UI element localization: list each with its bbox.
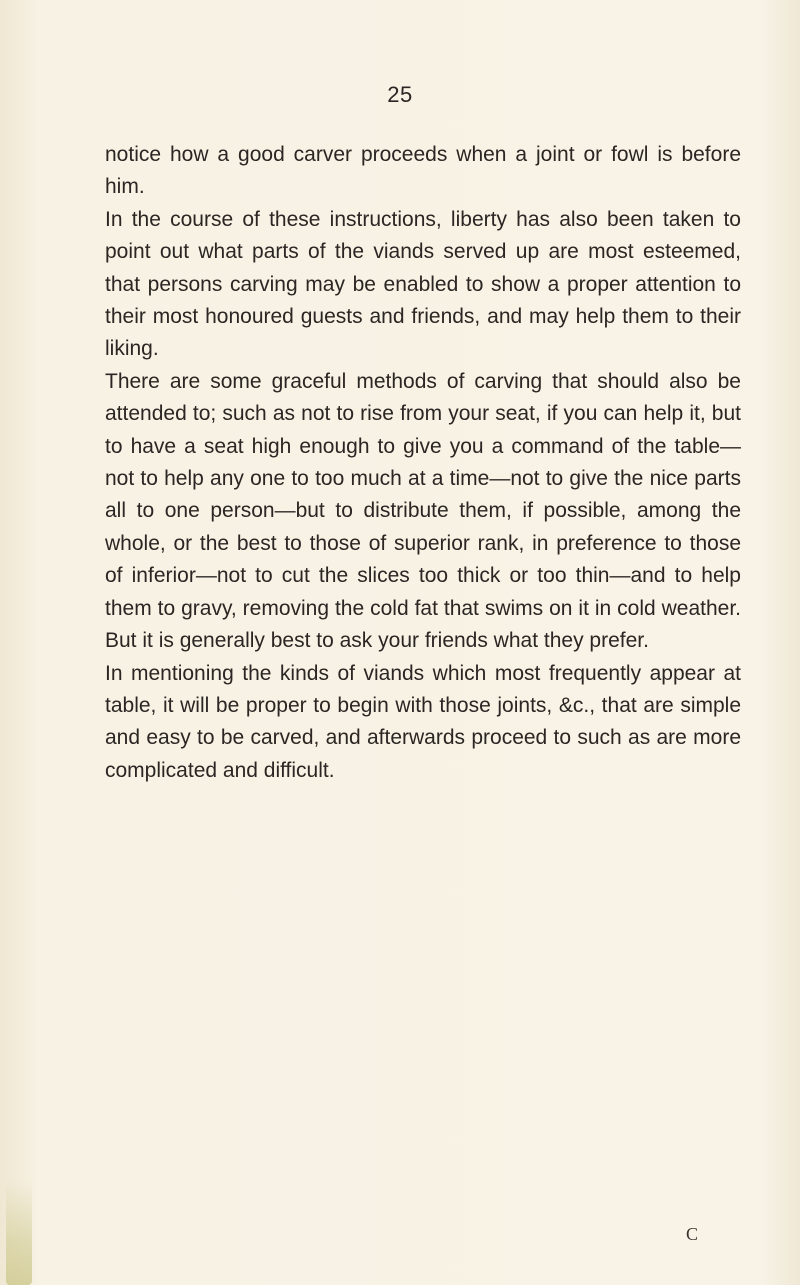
page-number: 25 [387, 82, 413, 107]
body-text [105, 139, 741, 787]
paragraph-viands: In mentioning the kinds of viands which most frequently appear at table, it will be proper to begin with those joints, &c., that are simple and easy to be carved, and afterwards proceed to such as are more complicated and difficult. [105, 661, 741, 782]
signature-mark: C [686, 1224, 699, 1244]
page-edge-stain [6, 1180, 32, 1285]
paragraph-liberty: In the course of these instructions, liberty has also been taken to point out what parts of the viands served up are most esteemed, that persons carving may be enabled to show a proper attention to their most honoured guests and friends, and may help them to their liking. [105, 207, 741, 361]
paragraph-graceful-methods: There are some graceful methods of carving that should also be attended to; such as not to rise from your seat, if you can help it, but to have a seat high enough to give you a command of the table—not to help any one to too much at a time—not to give the nice parts all to one person—but to distribute them, if possible, among the whole, or the best to those of superior rank, in preference to those of inferior—not to cut the slices too thick or too thin—and to help them to gravy, removing the cold fat that swims on it in cold weather. But it is generally best to ask your friends what they prefer. [105, 369, 741, 653]
paragraph-continuation: notice how a good carver proceeds when a joint or fowl is before him. [105, 143, 741, 199]
